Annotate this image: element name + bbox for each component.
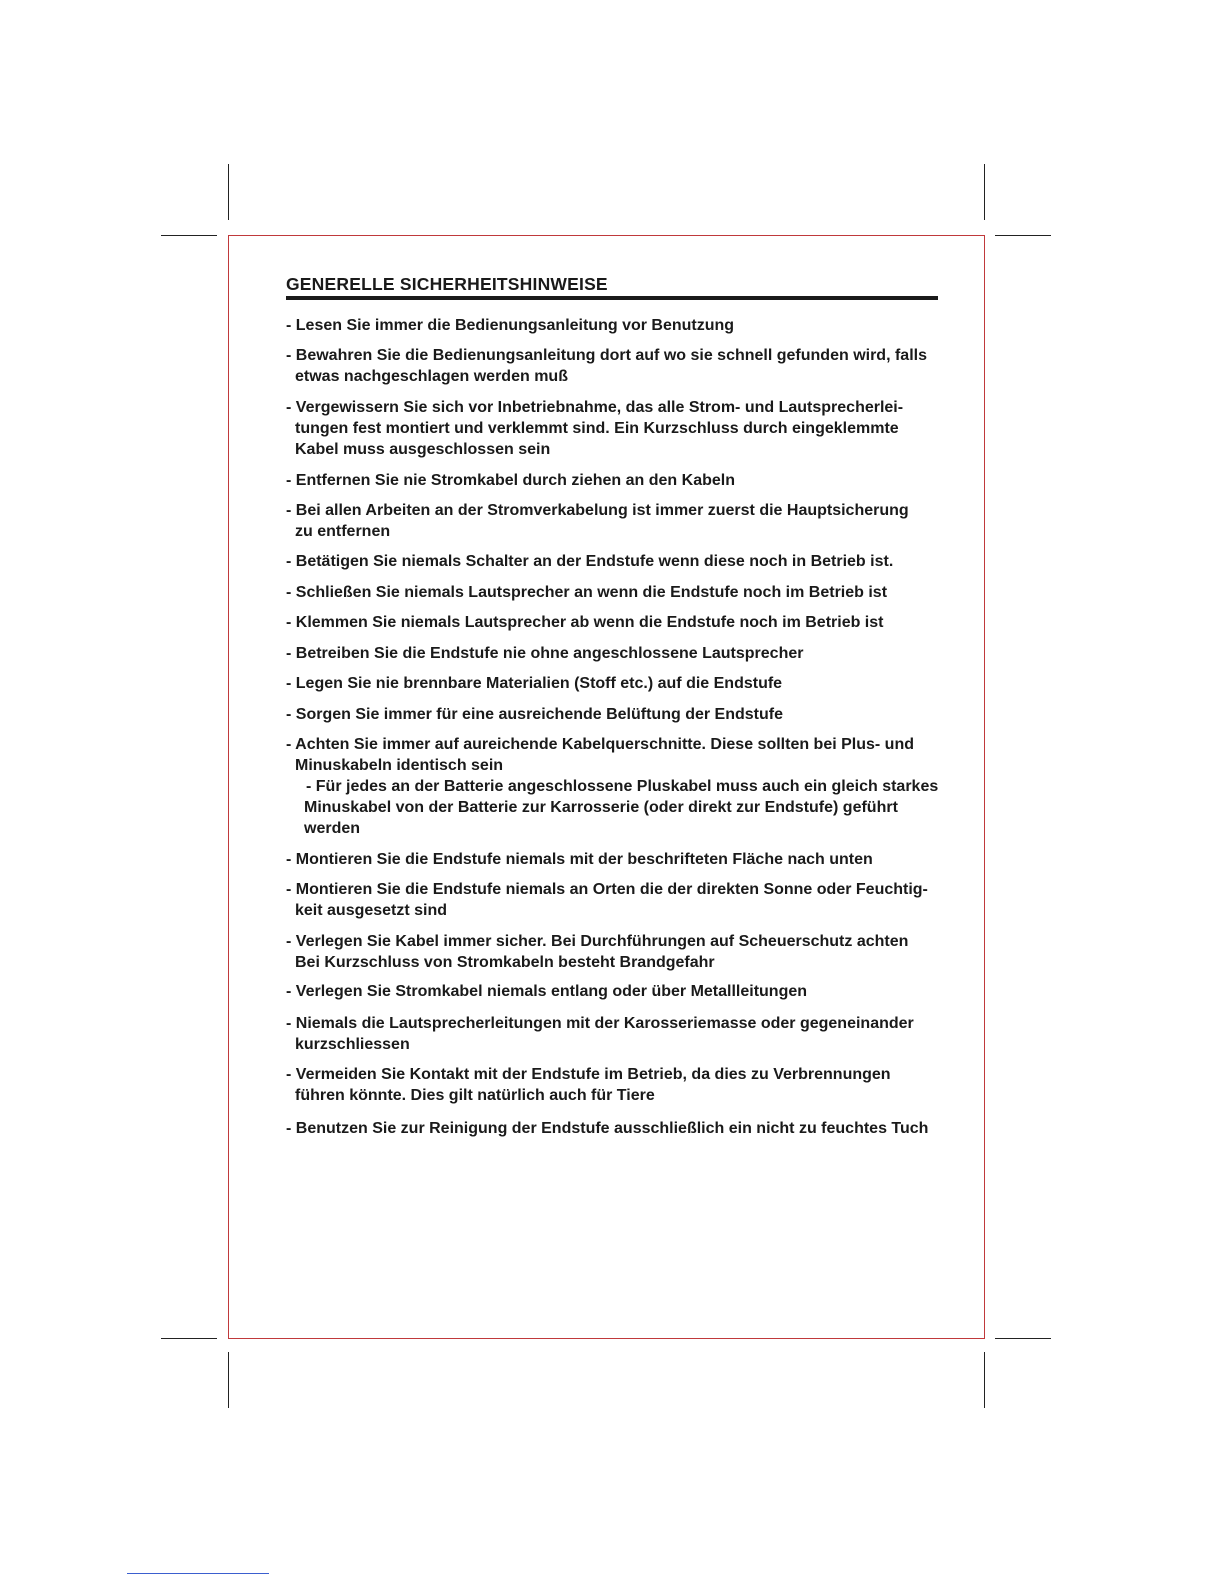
item-line: - Vergewissern Sie sich vor Inbetriebnahme, das alle Strom- und Lautsprecherlei-	[286, 399, 904, 416]
list-item	[286, 315, 946, 336]
list-item	[286, 500, 946, 542]
item-line: - Vermeiden Sie Kontakt mit der Endstufe im Betrieb, da dies zu Verbrennungen	[286, 1066, 891, 1083]
item-line: - Bei allen Arbeiten an der Stromverkabelung ist immer zuerst die Hauptsicherung	[286, 502, 909, 519]
item-line: kurzschliessen	[295, 1036, 410, 1053]
item-line: - Achten Sie immer auf aureichende Kabelquerschnitte. Diese sollten bei Plus- und	[286, 736, 914, 753]
item-line: - Betreiben Sie die Endstufe nie ohne angeschlossene Lautsprecher	[286, 645, 804, 662]
item-line: führen könnte. Dies gilt natürlich auch für Tiere	[295, 1087, 655, 1104]
crop-mark-top-left-vertical	[228, 164, 229, 220]
item-line: - Bewahren Sie die Bedienungsanleitung dort auf wo sie schnell gefunden wird, falls	[286, 347, 927, 364]
list-item	[286, 1118, 946, 1139]
item-line: zu entfernen	[295, 523, 391, 540]
item-line: Bei Kurzschluss von Stromkabeln besteht Brandgefahr	[295, 954, 715, 971]
crop-mark-bottom-right-vertical	[984, 1352, 985, 1408]
crop-mark-bottom-left-horizontal	[161, 1338, 217, 1339]
list-item	[286, 582, 946, 603]
crop-mark-top-left-horizontal	[161, 235, 217, 236]
item-line: - Benutzen Sie zur Reinigung der Endstufe ausschließlich ein nicht zu feuchtes Tuch	[286, 1120, 929, 1137]
item-line: - Montieren Sie die Endstufe niemals an Orten die der direkten Sonne oder Feuchtig-	[286, 881, 928, 898]
item-line: - Montieren Sie die Endstufe niemals mit der beschrifteten Fläche nach unten	[286, 851, 873, 868]
crop-mark-top-right-vertical	[984, 164, 985, 220]
list-item	[286, 879, 946, 921]
crop-mark-bottom-right-horizontal	[995, 1338, 1051, 1339]
list-item	[286, 981, 946, 1002]
item-line: tungen fest montiert und verklemmt sind. Ein Kurzschluss durch eingeklemmte	[295, 420, 899, 437]
list-item	[286, 849, 946, 870]
item-line: etwas nachgeschlagen werden muß	[295, 368, 568, 385]
list-item	[286, 704, 946, 725]
sub-item-line: Minuskabel von der Batterie zur Karrosserie (oder direkt zur Endstufe) geführt	[304, 799, 898, 816]
item-line: - Verlegen Sie Stromkabel niemals entlang oder über Metallleitungen	[286, 983, 808, 1000]
list-item	[286, 734, 946, 839]
item-line: - Klemmen Sie niemals Lautsprecher ab wenn die Endstufe noch im Betrieb ist	[286, 614, 884, 631]
crop-mark-bottom-left-vertical	[228, 1352, 229, 1408]
sub-item-line: - Für jedes an der Batterie angeschlossene Pluskabel muss auch ein gleich starkes	[306, 778, 939, 795]
item-line: keit ausgesetzt sind	[295, 902, 448, 919]
heading-underline	[286, 296, 938, 300]
item-line: - Verlegen Sie Kabel immer sicher. Bei Durchführungen auf Scheuerschutz achten	[286, 933, 909, 950]
list-item	[286, 1064, 946, 1106]
list-item	[286, 470, 946, 491]
list-item	[286, 931, 946, 973]
item-line: - Legen Sie nie brennbare Materialien (Stoff etc.) auf die Endstufe	[286, 675, 783, 692]
bottom-edge-line	[127, 1573, 269, 1574]
section-heading: GENERELLE SICHERHEITSHINWEISE	[286, 274, 608, 294]
list-item	[286, 345, 946, 387]
item-line: - Sorgen Sie immer für eine ausreichende Belüftung der Endstufe	[286, 706, 783, 723]
item-line: - Entfernen Sie nie Stromkabel durch ziehen an den Kabeln	[286, 472, 735, 489]
list-item	[286, 397, 946, 460]
list-item	[286, 551, 946, 572]
list-item	[286, 1013, 946, 1055]
crop-mark-top-right-horizontal	[995, 235, 1051, 236]
list-item	[286, 673, 946, 694]
list-item	[286, 612, 946, 633]
item-line: - Lesen Sie immer die Bedienungsanleitung vor Benutzung	[286, 317, 735, 334]
item-line: Minuskabeln identisch sein	[295, 757, 504, 774]
item-line: - Niemals die Lautsprecherleitungen mit der Karosseriemasse oder gegeneinander	[286, 1015, 914, 1032]
item-line: Kabel muss ausgeschlossen sein	[295, 441, 551, 458]
list-item	[286, 643, 946, 664]
item-line: - Betätigen Sie niemals Schalter an der Endstufe wenn diese noch in Betrieb ist.	[286, 553, 894, 570]
item-line: - Schließen Sie niemals Lautsprecher an wenn die Endstufe noch im Betrieb ist	[286, 584, 888, 601]
sub-item-line: werden	[304, 820, 361, 837]
